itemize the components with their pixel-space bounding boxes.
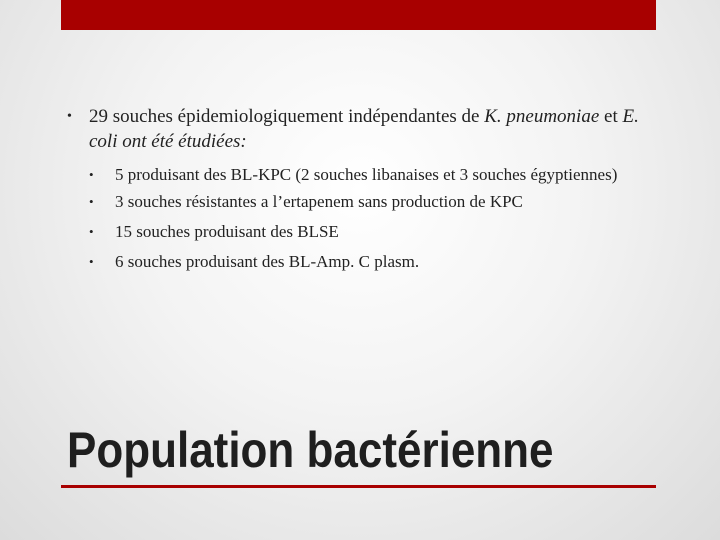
sub-bullet-text: 15 souches produisant des BLSE [115,222,339,241]
bullet-dot-icon: • [89,224,94,239]
sub-bullet-text: 3 souches résistantes a l’ertapenem sans production de KPC [115,192,523,211]
sub-bullet-list [67,164,667,273]
header-accent-bar [61,0,656,30]
main-bullet-text-1: 29 souches épidemiologiquement indépendantes de [89,106,485,127]
title-underline-rule [61,485,656,488]
slide-title: Population bactérienne [67,422,554,478]
sub-bullet-text: 5 produisant des BL-KPC (2 souches libanaises et 3 souches égyptiennes) [115,165,618,184]
main-bullet-text-2: et [599,106,623,127]
main-bullet-italic-1: K. pneumoniae [484,106,600,127]
sub-bullet-item [89,191,667,213]
sub-bullet-item [89,164,667,186]
main-bullet-italic-2: E. coli ont été étudiées: [89,106,639,152]
main-bullet [67,104,667,154]
bullet-dot-icon: • [89,254,94,269]
sub-bullet-item [89,251,667,273]
bullet-dot-icon: • [89,167,94,182]
slide-content [67,104,667,281]
bullet-dot-icon: • [89,194,94,209]
sub-bullet-text: 6 souches produisant des BL-Amp. C plasm. [115,252,420,271]
sub-bullet-item [89,221,667,243]
bullet-dot-icon: • [67,109,72,124]
